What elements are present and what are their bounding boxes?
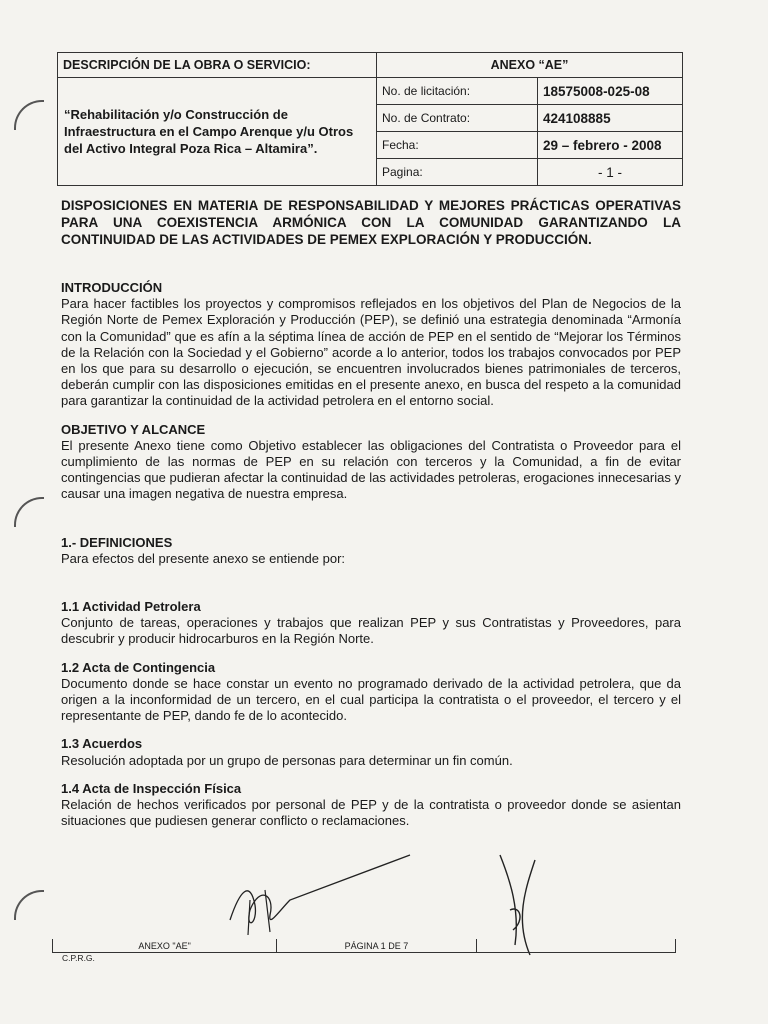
definition-1-1	[61, 599, 681, 648]
pagina-label: Pagina:	[377, 159, 538, 186]
section-body: Para hacer factibles los proyectos y compromisos reflejados en los objetivos del Plan de Negocios de la Región Norte de Pemex Exploración y Producción (PEP), se definió una estrategia denominada “Armonía con la Comunidad” que es afín a la séptima línea de acción de PEP en el sentido de “Mejorar los Términos de la Relación con la Sociedad y el Gobierno” acorde a lo anterior, todos los trabajos convocados por PEP en los que para su desarrollo o ejecución, se encuentren involucrados bienes patrimoniales de terceros, deberán cumplir con las disposiciones emitidas en el presente anexo, en busca del respeto a la comunidad para garantizar la continuidad de la actividad petrolera en el entorno social.	[61, 296, 681, 409]
licitacion-value: 18575008-025-08	[538, 78, 683, 105]
punch-hole	[14, 497, 44, 527]
fecha-label: Fecha:	[377, 132, 538, 159]
description-label: DESCRIPCIÓN DE LA OBRA O SERVICIO:	[58, 53, 377, 78]
section-definiciones	[61, 535, 681, 567]
project-description: “Rehabilitación y/o Construcción de Infraestructura en el Campo Arenque y/u Otros del Activo Integral Poza Rica – Altamira”.	[58, 78, 377, 186]
contrato-label: No. de Contrato:	[377, 105, 538, 132]
section-heading: 1.2 Acta de Contingencia	[61, 659, 216, 675]
definition-1-2	[61, 660, 681, 725]
section-heading: 1.4 Acta de Inspección Física	[61, 780, 242, 796]
section-heading: INTRODUCCIÓN	[61, 280, 163, 295]
section-heading: 1.- DEFINICIONES	[61, 534, 173, 550]
contrato-value: 424108885	[538, 105, 683, 132]
section-heading: 1.1 Actividad Petrolera	[61, 599, 201, 615]
section-body: Conjunto de tareas, operaciones y trabajos que realizan PEP y sus Contratistas y Proveedores, para descubrir y producir hidrocarburos en la Región Norte.	[61, 615, 681, 647]
anexo-label: ANEXO “AE”	[377, 53, 683, 78]
definition-1-3	[61, 736, 681, 768]
section-heading: 1.3 Acuerdos	[61, 736, 143, 752]
signature-mark	[220, 850, 420, 940]
footer-initials: C.P.R.G.	[62, 953, 95, 963]
section-body: Relación de hechos verificados por personal de PEP y de la contratista o proveedor donde se asientan situaciones que pudiesen generar conflicto o reclamaciones.	[61, 797, 681, 829]
footer-page: PÁGINA 1 DE 7	[277, 939, 476, 953]
section-introduccion	[61, 280, 681, 410]
document-title: DISPOSICIONES EN MATERIA DE RESPONSABILIDAD Y MEJORES PRÁCTICAS OPERATIVAS PARA UNA COEXISTENCIA ARMÓNICA CON LA COMUNIDAD GARANTIZANDO LA CONTINUIDAD DE LAS ACTIVIDADES DE PEMEX EXPLORACIÓN Y PRODUCCIÓN.	[61, 198, 681, 247]
section-objetivo	[61, 422, 681, 503]
punch-hole	[14, 890, 44, 920]
licitacion-label: No. de licitación:	[377, 78, 538, 105]
section-body: Resolución adoptada por un grupo de personas para determinar un fin común.	[61, 752, 513, 768]
document-body	[61, 280, 681, 841]
punch-hole	[14, 100, 44, 130]
section-heading: OBJETIVO Y ALCANCE	[61, 421, 206, 437]
section-body: Documento donde se hace constar un evento no programado derivado de la actividad petrolera, que da origen a la inconformidad de un tercero, en el cual participa la contratista o el proveedor, el tercero y el representante de PEP, dando fe de lo acontecido.	[61, 675, 681, 724]
footer-table	[52, 939, 676, 953]
footer-blank	[476, 939, 675, 953]
fecha-value: 29 – febrero - 2008	[538, 132, 683, 159]
footer-anexo: ANEXO "AE"	[53, 939, 277, 953]
header-table	[57, 52, 683, 186]
definition-1-4	[61, 781, 681, 830]
section-body: El presente Anexo tiene como Objetivo establecer las obligaciones del Contratista o Proveedor para el cumplimiento de las normas de PEP en su relación con terceros y la Comunidad, a fin de evitar contingencias que pudieran afectar la continuidad de las actividades petroleras, erogaciones innecesarias y causar una imagen negativa de nuestra empresa.	[61, 437, 681, 502]
pagina-value: - 1 -	[538, 159, 683, 186]
section-body: Para efectos del presente anexo se entiende por:	[61, 550, 346, 566]
